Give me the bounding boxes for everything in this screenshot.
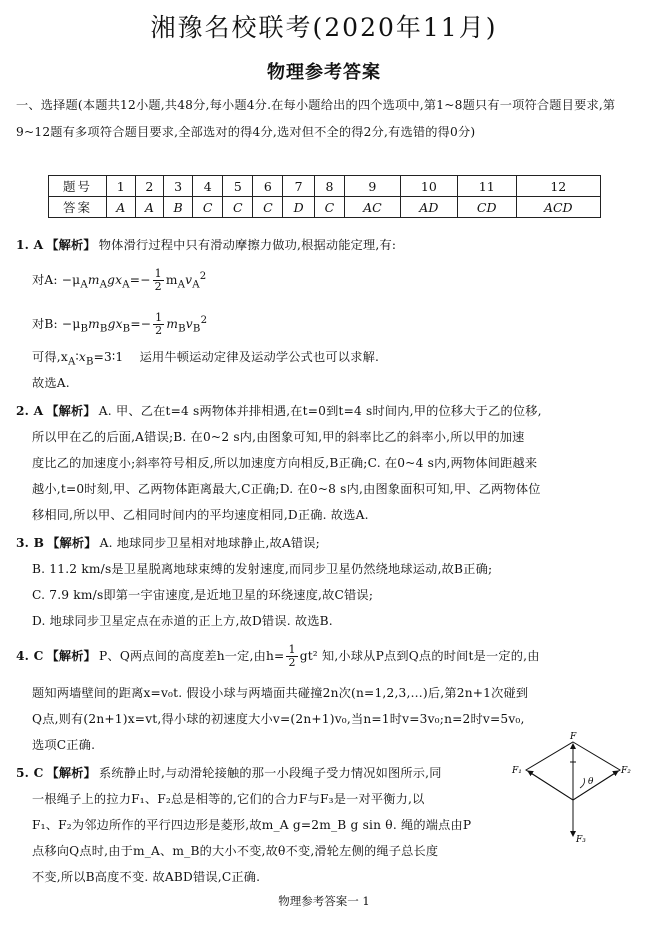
table-cell: D [283, 197, 314, 218]
q3-line2: B. 11.2 km/s是卫星脱离地球束缚的发射速度,而同步卫星仍然绕地球运动,故B正确; [32, 562, 493, 576]
label-f2: F₂ [621, 766, 631, 776]
q4-line3: Q点,则有(2n+1)x=vt,得小球的初速度大小v=(2n+1)v₀,当n=1时v=3v₀;n=2时v=5v₀, [32, 712, 525, 726]
table-row-label: 答案 [49, 197, 107, 218]
q4-line1: 4. C 【解析】 P、Q两点间的高度差h一定,由h= $\frac{1}{2}$ gt² 知,小球从P点到Q点的时间t是一定的,由 [16, 643, 540, 669]
table-cell: 1 [107, 176, 136, 197]
q1-conclusion: 故选A. [32, 376, 70, 390]
q1-tag: 【解析】 [46, 238, 96, 252]
q4-number: 4. C [16, 649, 44, 663]
table-cell: C [253, 197, 283, 218]
fraction: $\frac{1}{2}$ [154, 267, 162, 294]
q2-line1: 2. A 【解析】 A. 甲、乙在t=4 s两物体并排相遇,在t=0到t=4 s时间内,甲的位移大于乙的位移, [16, 404, 542, 418]
table-row-label: 题号 [49, 176, 107, 197]
label-f3: F₃ [576, 835, 586, 844]
force-diagram [510, 728, 636, 844]
q3-number: 3. B [16, 536, 45, 550]
table-cell: 7 [283, 176, 314, 197]
table-row-numbers [49, 176, 601, 197]
label-f1: F₁ [512, 766, 522, 776]
table-cell: 3 [164, 176, 193, 197]
table-cell: 11 [457, 176, 516, 197]
table-cell: 8 [314, 176, 344, 197]
q2-number: 2. A [16, 404, 44, 418]
q2-line3: 度比乙的加速度小;斜率符号相反,所以加速度方向相反,B正确;C. 在0~4 s内,两物体间距越来 [32, 456, 538, 470]
q5-line5: 不变,所以B高度不变. 故ABD错误,C正确. [32, 870, 261, 884]
q4-line4: 选项C正确. [32, 738, 96, 752]
q1-intro [16, 232, 631, 259]
q1-equation-b: 对B: $-\mu_Bm_Bgx_B=-$ $\frac{1}{2}$ $m_Bv_B^2$ [32, 311, 208, 338]
q3-line3: C. 7.9 km/s即第一宇宙速度,是近地卫星的环绕速度,故C错误; [32, 588, 374, 602]
table-cell: AC [344, 197, 400, 218]
force-f1-arrow [528, 771, 573, 800]
table-cell: 4 [193, 176, 223, 197]
q2-line4: 越小,t=0时刻,甲、乙两物体距离最大,C正确;D. 在0~8 s内,由图象面积可知,甲、乙两物体位 [32, 482, 541, 496]
section-heading: 一、选择题(本题共12小题,共48分,每小题4分.在每小题给出的四个选项中,第1~8题只有一项符合题目要求,第9~12题有多项符合题目要求,全部选对的得4分,选对但不全的得2分,有选错的得0分) [16, 98, 616, 139]
table-cell: ACD [516, 197, 600, 218]
q5-line1: 5. C 【解析】 系统静止时,与动滑轮接触的那一小段绳子受力情况如图所示,同 [16, 766, 442, 780]
page-subtitle: 物理参考答案 [267, 62, 381, 83]
q5-line4: 点移向Q点时,由于m_A、m_B的大小不变,故θ不变,滑轮左侧的绳子总长度 [32, 844, 439, 858]
table-row-answers [49, 197, 601, 218]
fraction: $\frac{1}{2}$ [288, 643, 296, 669]
q5-tag: 【解析】 [46, 766, 97, 780]
table-cell: 10 [400, 176, 457, 197]
table-cell: AD [400, 197, 457, 218]
table-cell: 12 [516, 176, 600, 197]
table-cell: A [107, 197, 136, 218]
page-footer: 物理参考答案一 1 [278, 894, 370, 908]
q4-tag: 【解析】 [46, 649, 97, 663]
page-title: 湘豫名校联考(2020年11月) [150, 13, 498, 42]
table-cell: C [193, 197, 223, 218]
q2-tag: 【解析】 [46, 404, 96, 418]
table-cell: C [223, 197, 253, 218]
table-cell: B [164, 197, 193, 218]
q3-line1: 3. B 【解析】 A. 地球同步卫星相对地球静止,故A错误; [16, 536, 320, 550]
q5-line3: F₁、F₂为邻边所作的平行四边形是菱形,故m_A g=2m_B g sin θ. 绳的端点由P [32, 818, 472, 832]
table-cell: A [135, 197, 164, 218]
q1-text: 物体滑行过程中只有滑动摩擦力做功,根据动能定理,有: [98, 238, 397, 252]
label-theta: θ [588, 777, 594, 787]
q1-result: 可得$,x_A∶x_B=3∶1$ 运用牛顿运动定律及运动学公式也可以求解. [32, 350, 380, 368]
table-cell: CD [457, 197, 516, 218]
q3-tag: 【解析】 [47, 536, 97, 550]
q1-equation-a: 对A: $-\mu_Am_Agx_A=-$ $\frac{1}{2}$ $m_Av_A^2$ [32, 267, 207, 294]
q2-line5: 移相同,所以甲、乙相同时间内的平均速度相同,D正确. 故选A. [32, 508, 369, 522]
label-f: F [570, 732, 577, 742]
answer-table [48, 175, 601, 218]
q5-line2: 一根绳子上的拉力F₁、F₂总是相等的,它们的合力F与F₃是一对平衡力,以 [32, 792, 425, 806]
q5-number: 5. C [16, 766, 44, 780]
table-cell: 5 [223, 176, 253, 197]
table-cell: 6 [253, 176, 283, 197]
q4-line2: 题知两墙壁间的距离x=v₀t. 假设小球与两墙面共碰撞2n次(n=1,2,3,…)后,第2n+1次碰到 [32, 686, 529, 700]
table-cell: 2 [135, 176, 164, 197]
q3-line4: D. 地球同步卫星定点在赤道的正上方,故D错误. 故选B. [32, 614, 333, 628]
q1-number: 1. A [16, 238, 44, 252]
table-cell: 9 [344, 176, 400, 197]
force-f2-arrow [573, 771, 618, 800]
fraction: $\frac{1}{2}$ [155, 311, 163, 338]
table-cell: C [314, 197, 344, 218]
q2-line2: 所以甲在乙的后面,A错误;B. 在0~2 s内,由图象可知,甲的斜率比乙的斜率小,所以甲的加速 [32, 430, 525, 444]
angle-arc [580, 778, 585, 788]
